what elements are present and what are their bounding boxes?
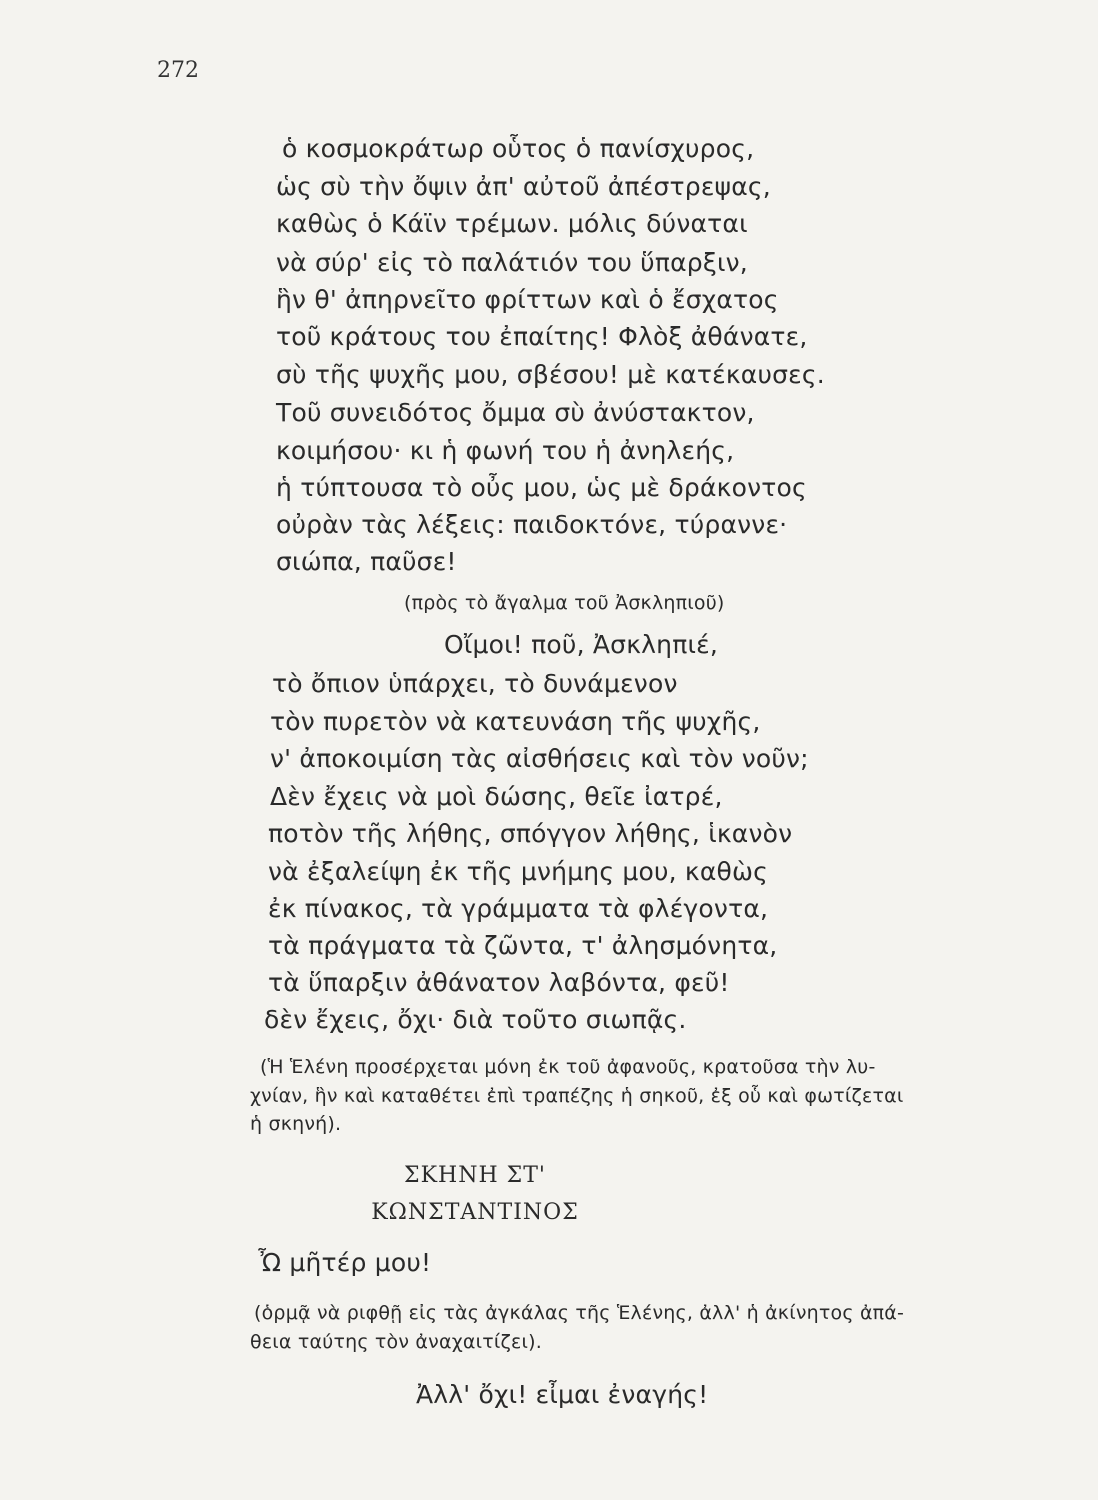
verse-line: τὰ πράγματα τὰ ζῶντα, τ' ἀλησμόνητα, [268,931,778,960]
verse-line: καθὼς ὁ Κάϊν τρέμων. μόλις δύναται [276,209,748,238]
stage-direction: (πρὸς τὸ ἄγαλμα τοῦ Ἀσκληπιοῦ) [404,592,725,614]
verse-line: σὺ τῆς ψυχῆς μου, σβέσου! μὲ κατέκαυσες. [276,360,825,389]
stage-direction-line: (Ἡ Ἑλένη προσέρχεται μόνη ἐκ τοῦ ἀφανοῦς, κρατοῦσα τὴν λυ- [260,1056,876,1078]
verse-line: ἣν θ' ἀπηρνεῖτο φρίττων καὶ ὁ ἔσχατος [276,285,779,314]
verse-line: τὸν πυρετὸν νὰ κατευνάση τῆς ψυχῆς, [270,707,761,736]
verse-line: τὰ ὕπαρξιν ἀθάνατον λαβόντα, φεῦ! [268,968,730,997]
verse-line: ὁ κοσμοκράτωρ οὗτος ὁ πανίσχυρος, [282,134,755,163]
verse-line: τὸ ὄπιον ὑπάρχει, τὸ δυνάμενον [272,669,678,698]
verse-line: ἐκ πίνακος, τὰ γράμματα τὰ φλέγοντα, [268,894,769,923]
scene-heading: ΣΚΗΝΗ ΣΤ' [404,1163,546,1188]
page-number: 272 [157,58,199,83]
verse-line: δὲν ἔχεις, ὄχι· διὰ τοῦτο σιωπᾷς. [264,1005,687,1034]
verse-line: νὰ σύρ' εἰς τὸ παλάτιόν του ὕπαρξιν, [276,248,748,277]
dialogue-line: Ἀλλ' ὄχι! εἶμαι ἐναγής! [416,1380,709,1409]
verse-line: ὡς σὺ τὴν ὄψιν ἀπ' αὐτοῦ ἀπέστρεψας, [276,172,771,201]
verse-line: κοιμήσου· κι ἡ φωνή του ἡ ἀνηλεής, [276,436,735,465]
verse-line: νὰ ἐξαλείψη ἐκ τῆς μνήμης μου, καθὼς [268,857,769,886]
verse-line: Τοῦ συνειδότος ὄμμα σὺ ἀνύστακτον, [276,398,755,427]
verse-line: ποτὸν τῆς λήθης, σπόγγον λήθης, ἱκανὸν [268,819,793,848]
verse-line: Οἴμοι! ποῦ, Ἀσκληπιέ, [444,630,718,659]
speaker-name: ΚΩΝΣΤΑΝΤΙΝΟΣ [371,1200,579,1225]
verse-line: σιώπα, παῦσε! [276,547,457,576]
verse-line: Δὲν ἔχεις νὰ μοὶ δώσης, θεῖε ἰατρέ, [270,782,723,811]
verse-line: τοῦ κράτους του ἐπαίτης! Φλὸξ ἀθάνατε, [276,322,808,351]
stage-direction-line: ἡ σκηνή). [250,1113,342,1135]
verse-line: οὐρὰν τὰς λέξεις: παιδοκτόνε, τύραννε· [276,510,788,539]
dialogue-line: Ὦ μῆτέρ μου! [258,1248,432,1277]
stage-direction-line: χνίαν, ἣν καὶ καταθέτει ἐπὶ τραπέζης ἡ σηκοῦ, ἐξ οὗ καὶ φωτίζεται [250,1085,904,1107]
verse-line: ἡ τύπτουσα τὸ οὖς μου, ὡς μὲ δράκοντος [276,473,807,502]
stage-direction-line: θεια ταύτης τὸν ἀναχαιτίζει). [250,1331,542,1353]
verse-line: ν' ἀποκοιμίση τὰς αἰσθήσεις καὶ τὸν νοῦν; [270,744,809,773]
stage-direction-line: (ὁρμᾷ νὰ ριφθῇ εἰς τὰς ἀγκάλας τῆς Ἑλένης, ἀλλ' ἡ ἀκίνητος ἀπά- [254,1302,905,1324]
